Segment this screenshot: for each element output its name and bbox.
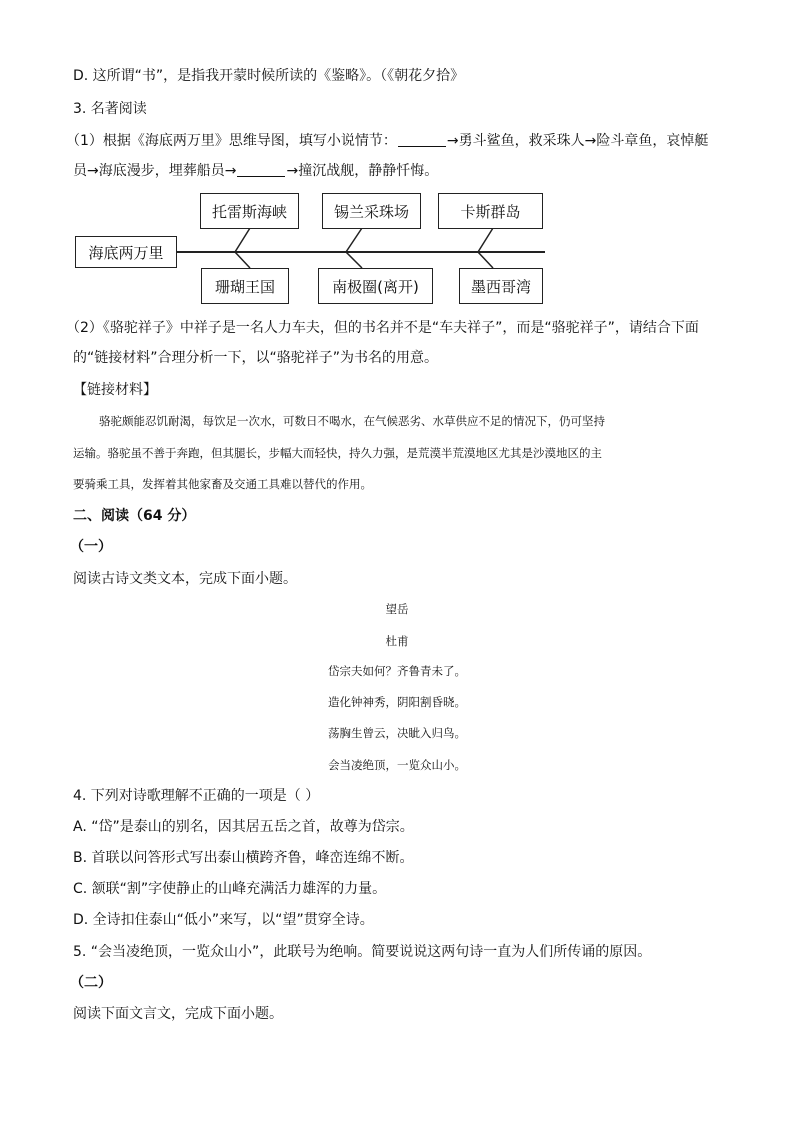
poem-line-1: 岱宗夫如何？齐鲁青未了。 xyxy=(328,664,466,678)
poem-title: 望岳 xyxy=(385,602,409,616)
section-2-title: 二、阅读（64 分） xyxy=(73,508,196,524)
link-material-line-3: 要骑乘工具，发挥着其他家畜及交通工具难以替代的作用。 xyxy=(73,477,372,491)
poem-author: 杜甫 xyxy=(385,634,409,648)
subsection-1: （一） xyxy=(70,539,112,555)
link-material-line-2: 运输。骆驼虽不善于奔跑，但其腿长，步幅大而轻快，持久力强，是荒漠半荒漠地区尤其是沙漠地区的主 xyxy=(73,446,602,460)
poem-line-3: 荡胸生曾云，决眦入归鸟。 xyxy=(328,726,466,740)
link-material-title: 【链接材料】 xyxy=(73,382,157,398)
branch-3 xyxy=(478,228,493,268)
q4-option-b: B. 首联以问答形式写出泰山横跨齐鲁，峰峦连绵不断。 xyxy=(73,850,414,866)
q3-2-text-a: （2）《骆驼祥子》中祥子是一名人力车夫，但的书名并不是“车夫祥子”，而是“骆驼祥子”，请结合下面 xyxy=(66,320,699,336)
q4-option-d: D. 全诗扣住泰山“低小”来写，以“望”贯穿全诗。 xyxy=(73,912,374,928)
poem-line-4: 会当凌绝顶，一览众山小。 xyxy=(328,758,466,772)
subsection-2: （二） xyxy=(70,975,112,991)
q2-option-d: D. 这所谓“书”，是指我开蒙时候所读的《鉴略》。（《朝花夕拾》 xyxy=(73,68,465,84)
mind-map-node-bottom-1: 珊瑚王国 xyxy=(201,268,289,304)
link-material-line-1: 骆驼颇能忍饥耐渴，每饮足一次水，可数日不喝水，在气候恶劣、水草供应不足的情况下，仍可坚持 xyxy=(99,414,605,428)
q5-stem: 5. “会当凌绝顶，一览众山小”，此联号为绝响。简要说说这两句诗一直为人们所传诵的原因。 xyxy=(73,944,652,960)
q3-2-text-b: 的“链接材料”合理分析一下，以“骆驼祥子”为书名的用意。 xyxy=(73,350,439,366)
mind-map-node-top-1: 托雷斯海峡 xyxy=(200,193,299,229)
q3-1-text-d: →撞沉战舰，静静忏悔。 xyxy=(286,163,439,179)
q4-option-a: A. “岱”是泰山的别名，因其居五岳之首，故尊为岱宗。 xyxy=(73,819,414,835)
branch-2 xyxy=(346,228,362,268)
subsection-1-instruction: 阅读古诗文类文本，完成下面小题。 xyxy=(73,571,297,587)
mind-map-node-top-3: 卡斯群岛 xyxy=(438,193,543,229)
q3-title: 3. 名著阅读 xyxy=(73,101,147,117)
q3-1-text-b: →勇斗鲨鱼，救采珠人→险斗章鱼，哀悼艇 xyxy=(446,133,709,149)
poem-line-2: 造化钟神秀，阴阳割昏晓。 xyxy=(328,695,466,709)
q4-option-c: C. 颔联“割”字使静止的山峰充满活力雄浑的力量。 xyxy=(73,881,387,897)
q3-1-text-c: 员→海底漫步，埋葬船员→ xyxy=(73,163,237,179)
mind-map-root: 海底两万里 xyxy=(75,236,177,268)
mind-map-node-top-2: 锡兰采珠场 xyxy=(322,193,421,229)
q3-1-text-a: （1）根据《海底两万里》思维导图，填写小说情节： xyxy=(66,133,397,149)
subsection-2-instruction: 阅读下面文言文，完成下面小题。 xyxy=(73,1006,283,1022)
branch-1 xyxy=(235,228,250,268)
mind-map-node-bottom-2: 南极圈(离开) xyxy=(318,268,433,304)
mind-map-node-bottom-3: 墨西哥湾 xyxy=(459,268,543,304)
q4-stem: 4. 下列对诗歌理解不正确的一项是（ ） xyxy=(73,788,320,804)
